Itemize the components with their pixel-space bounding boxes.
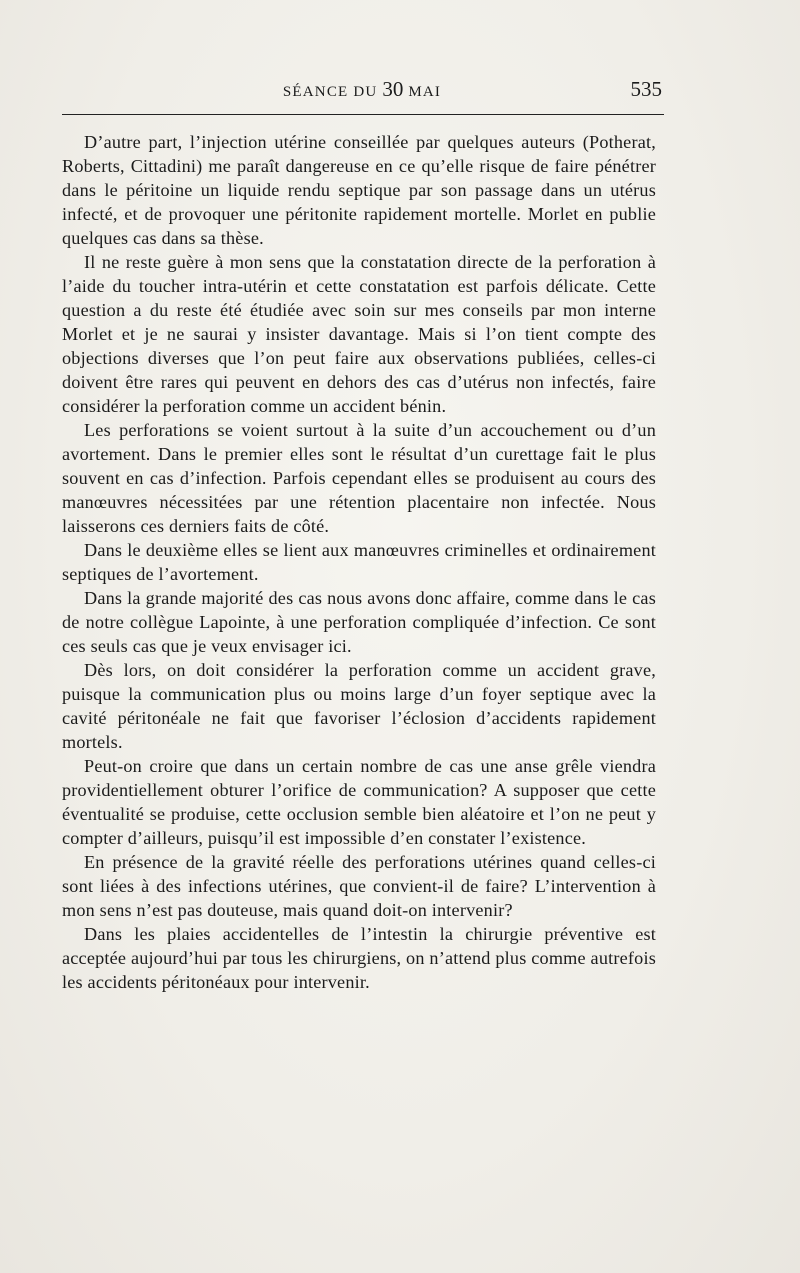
page-number: 535	[630, 77, 662, 101]
paragraph: Dans le deuxième elles se lient aux manœuvres criminelles et ordinairement septiques de l’avortement.	[62, 540, 656, 584]
paragraph: En présence de la gravité réelle des perforations utérines quand celles-ci sont liées à des infections utérines, que convient-il de faire? L’intervention à mon sens n’est pas douteuse, mais quand doit-on intervenir?	[62, 852, 656, 920]
paragraph: D’autre part, l’injection utérine conseillée par quelques auteurs (Potherat, Roberts, Cittadini) me paraît dangereuse en ce qu’elle risque de faire pénétrer dans le péritoine un liquide rendu septique par son passage dans un utérus infecté, et de provoquer une péritonite rapidement mortelle. Morlet en publie quelques cas dans sa thèse.	[62, 132, 656, 248]
header-rule	[62, 114, 664, 115]
paragraph: Les perforations se voient surtout à la suite d’un accouchement ou d’un avortement. Dans le premier elles sont le résultat d’un curettage fait le plus souvent en cas d’infection. Parfois cependant elles se produisent au cours des manœuvres nécessitées par une rétention placentaire non infectée. Nous laisserons ces derniers faits de côté.	[62, 420, 656, 536]
running-header	[62, 74, 662, 104]
header-title	[62, 74, 662, 107]
header-title-day: 30	[382, 77, 404, 101]
header-title-prefix: SÉANCE DU	[282, 84, 378, 100]
header-title-month: MAI	[408, 84, 442, 100]
paragraph: Dans les plaies accidentelles de l’intestin la chirurgie préventive est acceptée aujourd’hui par tous les chirurgiens, on n’attend plus comme autrefois les accidents péritonéaux pour intervenir.	[62, 924, 656, 992]
paragraph: Il ne reste guère à mon sens que la constatation directe de la perforation à l’aide du toucher intra-utérin et cette constatation est parfois délicate. Cette question a du reste été étudiée avec soin sur mes conseils par mon interne Morlet et je ne saurai y insister davantage. Mais si l’on tient compte des objections diverses que l’on peut faire aux observations publiées, celles-ci doivent être rares qui peuvent en dehors des cas d’utérus non infectés, faire considérer la perforation comme un accident bénin.	[62, 252, 656, 416]
paragraph: Dans la grande majorité des cas nous avons donc affaire, comme dans le cas de notre collègue Lapointe, à une perforation compliquée d’infection. Ce sont ces seuls cas que je veux envisager ici.	[62, 588, 656, 656]
paragraph: Peut-on croire que dans un certain nombre de cas une anse grêle viendra providentiellement obturer l’orifice de communication? A supposer que cette éventualité se produise, cette occlusion semble bien aléatoire et l’on ne peut y compter d’ailleurs, puisqu’il est impossible d’en constater l’existence.	[62, 756, 656, 848]
paragraph: Dès lors, on doit considérer la perforation comme un accident grave, puisque la communication plus ou moins large d’un foyer septique avec la cavité péritonéale ne fait que favoriser l’éclosion d’accidents rapidement mortels.	[62, 660, 656, 752]
body-text	[62, 130, 656, 994]
